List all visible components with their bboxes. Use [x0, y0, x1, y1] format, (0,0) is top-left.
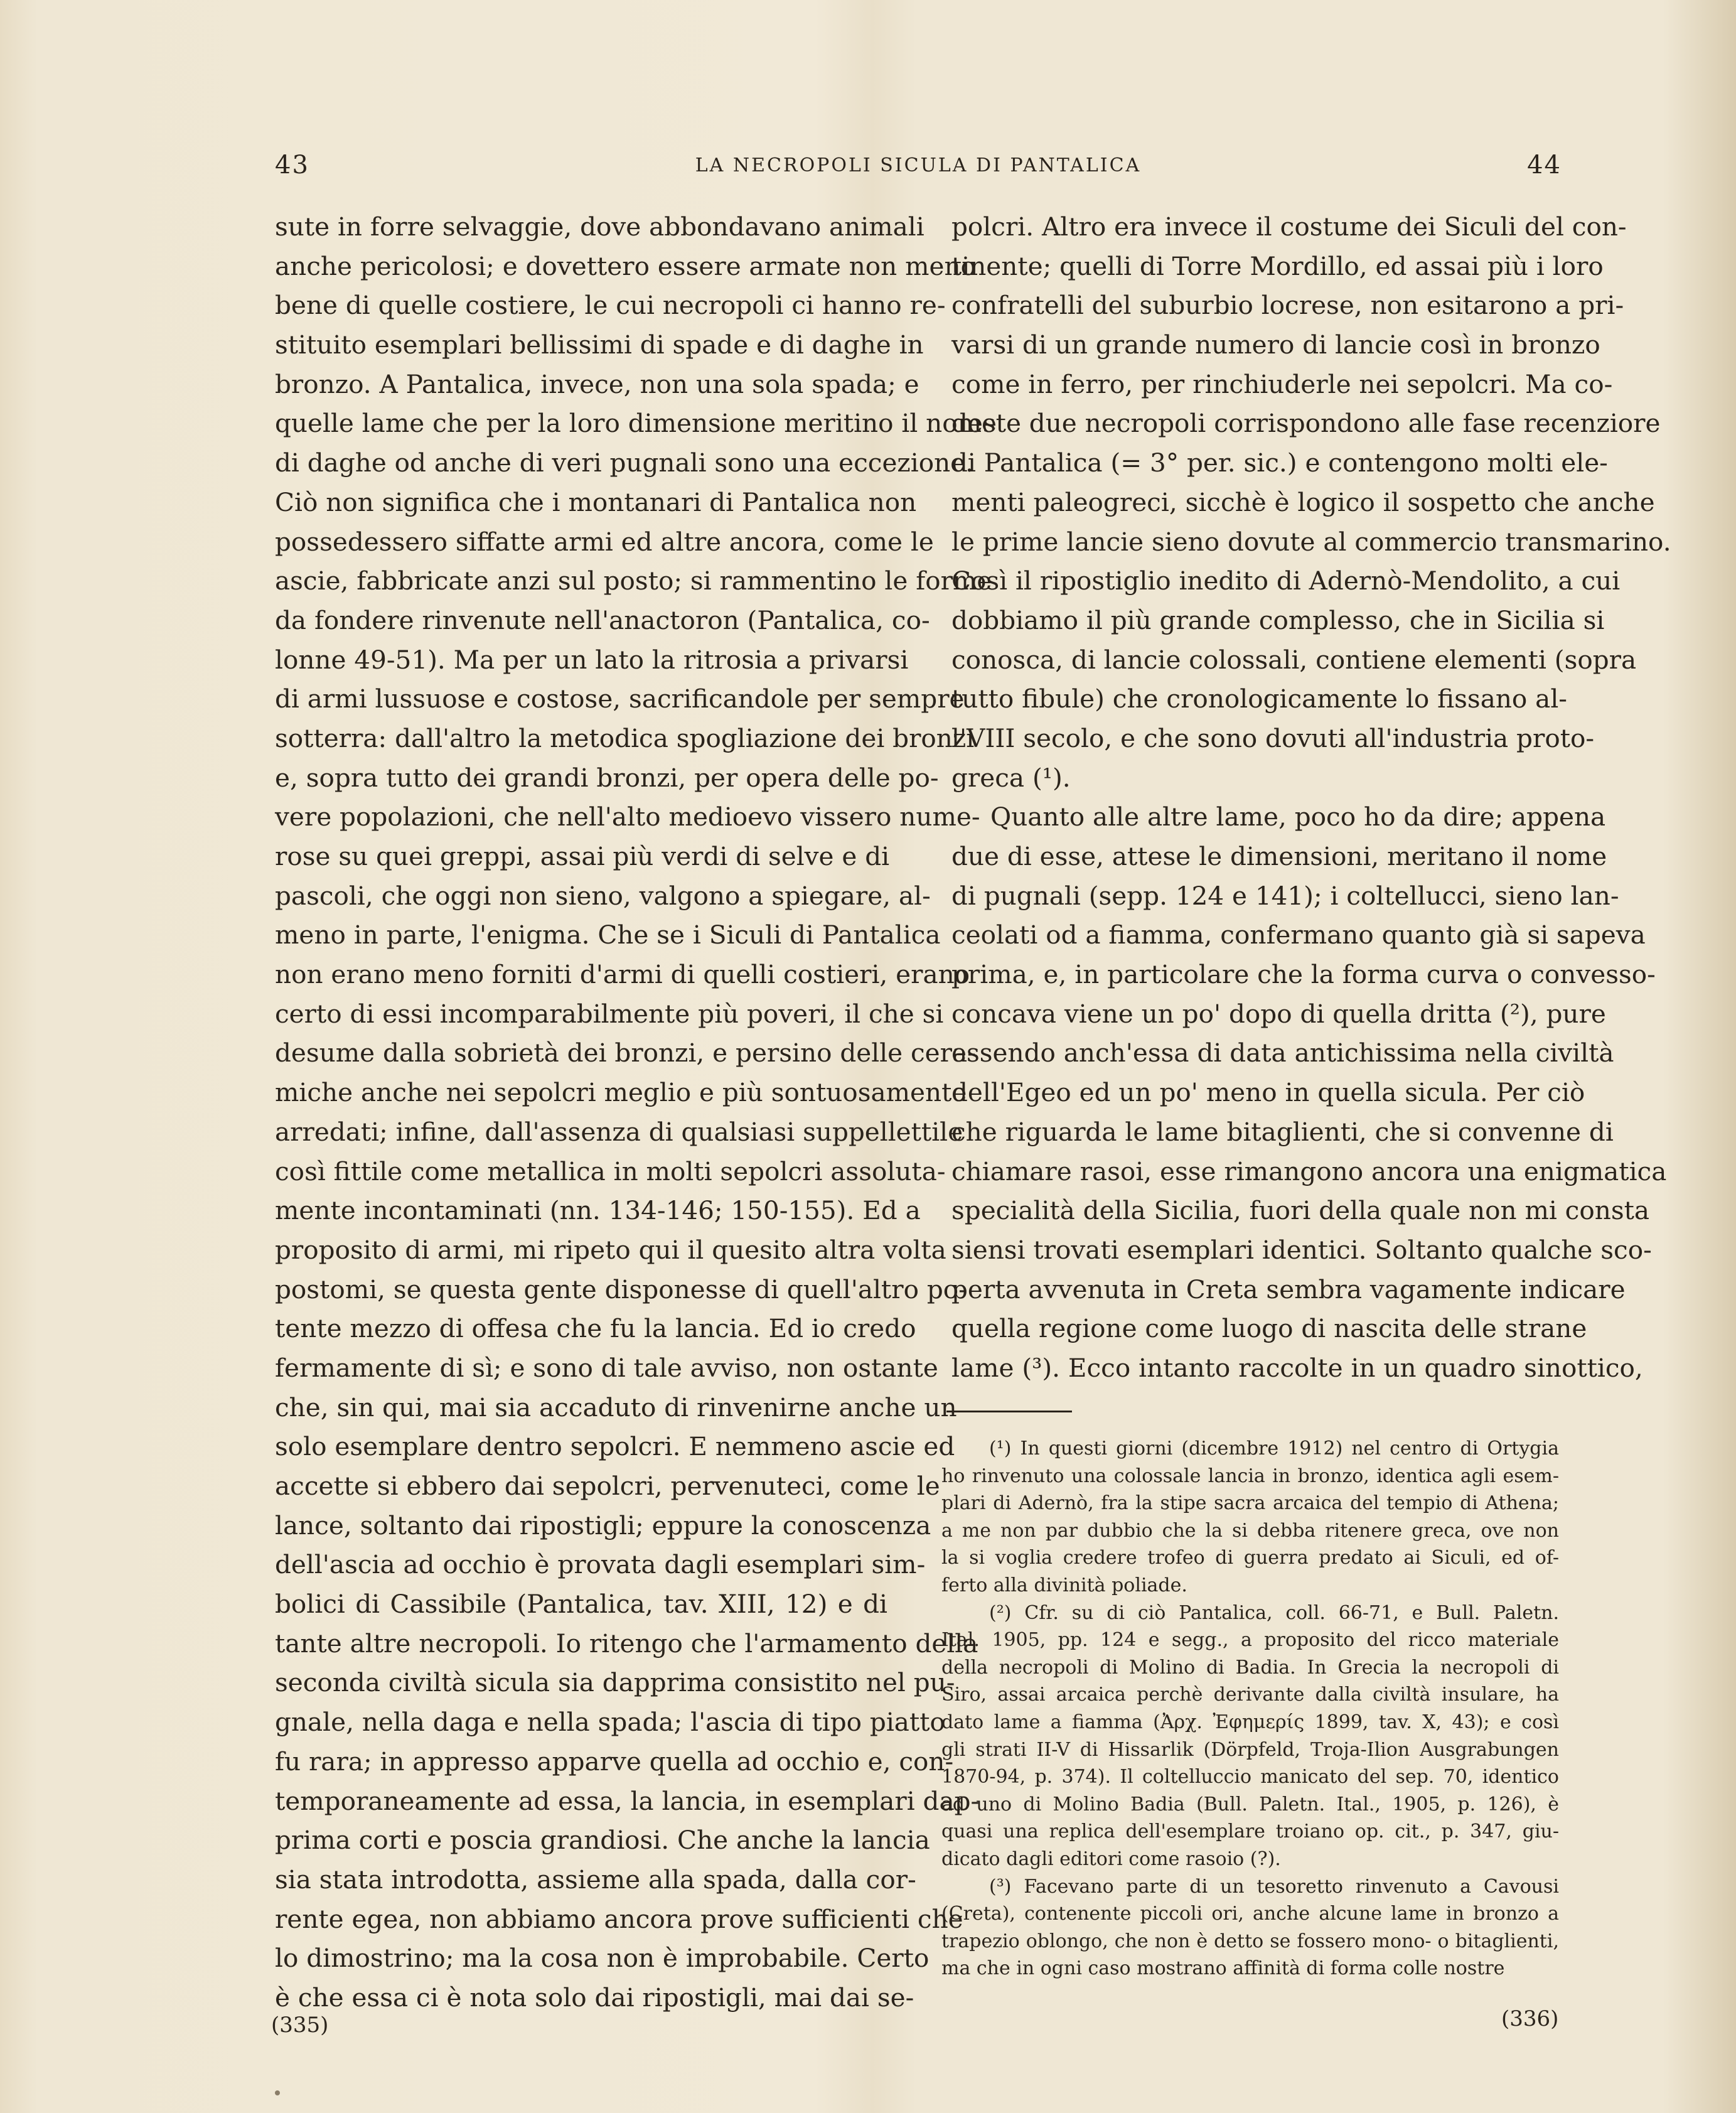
text-line: deste due necropoli corrispondono alle fase recenziore: [951, 408, 1661, 439]
text-line: certo di essi incomparabilmente più poveri, il che si: [275, 998, 944, 1029]
footnote-line: (³) Facevano parte di un tesoretto rinvenuto a Cavousi: [989, 1875, 1559, 1898]
text-line: come in ferro, per rinchiuderle nei sepolcri. Ma co-: [951, 368, 1613, 399]
text-line: lame (³). Ecco intanto raccolte in un quadro sinottico,: [951, 1352, 1643, 1383]
text-line: vere popolazioni, che nell'alto medioevo vissero nume-: [275, 802, 980, 832]
footnote-line: dicato dagli editori come rasoio (?).: [941, 1847, 1281, 1870]
text-line: tante altre necropoli. Io ritengo che l'armamento della: [275, 1628, 978, 1659]
text-line: che riguarda le lame bitaglienti, che si convenne di: [951, 1116, 1614, 1147]
page-number-left: 43: [275, 151, 309, 180]
text-line: anche pericolosi; e dovettero essere armate non meno: [275, 250, 976, 281]
text-line: bolici di Cassibile (Pantalica, tav. XIII, 12) e di: [275, 1589, 887, 1620]
text-line: lance, soltanto dai ripostigli; eppure la conoscenza: [275, 1510, 931, 1540]
text-line: solo esemplare dentro sepolcri. E nemmeno ascie ed: [275, 1431, 955, 1462]
footnote-line: a me non par dubbio che la si debba ritenere greca, ove non: [941, 1519, 1559, 1542]
text-line: l'VIII secolo, e che sono dovuti all'industria proto-: [951, 723, 1595, 753]
text-line: temporaneamente ad essa, la lancia, in esemplari dap-: [275, 1785, 980, 1816]
text-line: tutto fibule) che cronologicamente lo fissano al-: [951, 684, 1567, 714]
text-line: così fittile come metallica in molti sepolcri assoluta-: [275, 1156, 946, 1186]
text-line: Ciò non significa che i montanari di Pantalica non: [275, 487, 917, 517]
text-line: essendo anch'essa di data antichissima nella civiltà: [951, 1038, 1614, 1068]
text-line: miche anche nei sepolcri meglio e più sontuosamente: [275, 1077, 967, 1108]
text-line: confratelli del suburbio locrese, non esitarono a pri-: [951, 290, 1624, 321]
text-line: stituito esemplari bellissimi di spade e di daghe in: [275, 330, 924, 360]
text-line: dell'Egeo ed un po' meno in quella sicula. Per ciò: [951, 1077, 1585, 1108]
footnote-line: Ital. 1905, pp. 124 e segg., a proposito del ricco materiale: [941, 1629, 1559, 1652]
text-line: specialità della Sicilia, fuori della quale non mi consta: [951, 1195, 1650, 1226]
footnote-line: (²) Cfr. su di ciò Pantalica, coll. 66-71, e Bull. Paletn.: [989, 1601, 1559, 1624]
footnote-rule: [946, 1411, 1072, 1412]
text-line: sotterra: dall'altro la metodica spogliazione dei bronzi: [275, 723, 975, 753]
text-line: chiamare rasoi, esse rimangono ancora una enigmatica: [951, 1156, 1667, 1186]
text-line: greca (¹).: [951, 762, 1071, 793]
footnote-line: 1870-94, p. 374). Il coltelluccio manicato del sep. 70, identico: [941, 1766, 1559, 1788]
text-line: Così il ripostiglio inedito di Adernò-Mendolito, a cui: [951, 566, 1621, 596]
text-line: concava viene un po' dopo di quella dritta (²), pure: [951, 998, 1606, 1029]
text-line: varsi di un grande numero di lancie così in bronzo: [951, 330, 1600, 360]
text-line: prima, e, in particolare che la forma curva o convesso-: [951, 959, 1656, 990]
text-line: prima corti e poscia grandiosi. Che anche la lancia: [275, 1825, 930, 1856]
text-line: arredati; infine, dall'assenza di qualsiasi suppellettile: [275, 1116, 963, 1147]
text-line: possedessero siffatte armi ed altre ancora, come le: [275, 526, 934, 557]
text-line: Quanto alle altre lame, poco ho da dire; appena: [990, 802, 1606, 832]
left-text-column: [275, 207, 997, 2018]
text-line: quella regione come luogo di nascita delle strane: [951, 1313, 1587, 1344]
footnote-line: dato lame a fiamma (Ἀρχ. Ἐφημερίς 1899, tav. X, 43); e così: [941, 1711, 1559, 1733]
footnote-line: (¹) In questi giorni (dicembre 1912) nel centro di Ortygia: [989, 1438, 1559, 1460]
text-line: da fondere rinvenute nell'anactoron (Pantalica, co-: [275, 605, 930, 635]
text-line: gnale, nella daga e nella spada; l'ascia di tipo piatto: [275, 1707, 945, 1738]
text-line: e, sopra tutto dei grandi bronzi, per opera delle po-: [275, 762, 939, 793]
text-line: pascoli, che oggi non sieno, valgono a spiegare, al-: [275, 880, 931, 911]
right-text-column: [951, 207, 1671, 1388]
text-line: due di esse, attese le dimensioni, meritano il nome: [951, 841, 1607, 871]
text-line: dell'ascia ad occhio è provata dagli esemplari sim-: [275, 1549, 926, 1580]
text-line: rente egea, non abbiamo ancora prove sufficienti che: [275, 1903, 963, 1934]
text-line: che, sin qui, mai sia accaduto di rinvenirne anche un: [275, 1392, 957, 1422]
footnote-line: (Creta), contenente piccoli ori, anche alcune lame in bronzo a: [941, 1903, 1559, 1925]
text-line: fu rara; in appresso apparve quella ad occhio e, con-: [275, 1746, 954, 1777]
text-line: polcri. Altro era invece il costume dei Siculi del con-: [951, 212, 1627, 242]
text-line: di pugnali (sepp. 124 e 141); i coltellucci, sieno lan-: [951, 880, 1619, 911]
text-line: rose su quei greppi, assai più verdi di selve e di: [275, 841, 890, 871]
footnote-line: gli strati II-V di Hissarlik (Dörpfeld, Troja-Ilion Ausgrabungen: [941, 1738, 1559, 1761]
text-line: di daghe od anche di veri pugnali sono una eccezione.: [275, 448, 974, 478]
page-number-right: 44: [1527, 151, 1562, 180]
text-line: mente incontaminati (nn. 134-146; 150-155). Ed a: [275, 1195, 921, 1226]
footer-page-number-left: (335): [271, 2013, 329, 2038]
text-line: bronzo. A Pantalica, invece, non una sola spada; e: [275, 368, 919, 399]
text-line: le prime lancie sieno dovute al commercio transmarino.: [951, 526, 1671, 557]
text-line: di Pantalica (= 3° per. sic.) e contengono molti ele-: [951, 448, 1608, 478]
text-line: lonne 49-51). Ma per un lato la ritrosia a privarsi: [275, 644, 909, 675]
text-line: meno in parte, l'enigma. Che se i Siculi di Pantalica: [275, 920, 941, 950]
text-line: tinente; quelli di Torre Mordillo, ed assai più i loro: [951, 250, 1604, 281]
footnote-line: della necropoli di Molino di Badia. In Grecia la necropoli di: [941, 1656, 1559, 1679]
text-line: lo dimostrino; ma la cosa non è improbabile. Certo: [275, 1943, 930, 1974]
text-line: proposito di armi, mi ripeto qui il quesito altra volta: [275, 1234, 946, 1265]
footnote-line: quasi una replica dell'esemplare troiano op. cit., p. 347, giu-: [941, 1820, 1559, 1843]
text-line: fermamente di sì; e sono di tale avviso, non ostante: [275, 1352, 938, 1383]
footnote-line: plari di Adernò, fra la stipe sacra arcaica del tempio di Athena;: [941, 1492, 1559, 1515]
text-line: sute in forre selvaggie, dove abbondavano animali: [275, 212, 924, 242]
footnote-line: la si voglia credere trofeo di guerra predato ai Siculi, ed of-: [941, 1547, 1559, 1569]
text-line: quelle lame che per la loro dimensione meritino il nome: [275, 408, 997, 439]
footnote-line: ad uno di Molino Badia (Bull. Paletn. Ital., 1905, p. 126), è: [941, 1793, 1559, 1815]
footnote-line: trapezio oblongo, che non è detto se fossero mono- o bitaglienti,: [941, 1930, 1559, 1952]
running-header: [275, 151, 1562, 182]
text-line: ceolati od a fiamma, confermano quanto già si sapeva: [951, 920, 1646, 950]
text-line: è che essa ci è nota solo dai ripostigli, mai dai se-: [275, 1982, 914, 2013]
footnote-line: Siro, assai arcaica perchè derivante dalla civiltà insulare, ha: [941, 1684, 1559, 1706]
text-line: seconda civiltà sicula sia dapprima consistito nel pu-: [275, 1667, 955, 1698]
text-line: postomi, se questa gente disponesse di quell'altro po-: [275, 1274, 967, 1304]
text-line: siensi trovati esemplari identici. Soltanto qualche sco-: [951, 1234, 1652, 1265]
footnote-line: ma che in ogni caso mostrano affinità di forma colle nostre: [941, 1957, 1505, 1980]
footnotes: [941, 1435, 1559, 1982]
text-line: tente mezzo di offesa che fu la lancia. Ed io credo: [275, 1313, 916, 1344]
text-line: di armi lussuose e costose, sacrificandole per sempre: [275, 684, 965, 714]
text-line: menti paleogreci, sicchè è logico il sospetto che anche: [951, 487, 1655, 517]
print-speck: [275, 2090, 280, 2095]
text-line: bene di quelle costiere, le cui necropoli ci hanno re-: [275, 290, 946, 321]
text-line: non erano meno forniti d'armi di quelli costieri, erano: [275, 959, 970, 990]
running-title: LA NECROPOLI SICULA DI PANTALICA: [695, 154, 1142, 176]
text-line: accette si ebbero dai sepolcri, pervenuteci, come le: [275, 1471, 940, 1501]
text-line: desume dalla sobrietà dei bronzi, e persino delle cera-: [275, 1038, 976, 1068]
text-line: dobbiamo il più grande complesso, che in Sicilia si: [951, 605, 1605, 635]
text-line: ascie, fabbricate anzi sul posto; si rammentino le forme: [275, 566, 992, 596]
text-line: perta avvenuta in Creta sembra vagamente indicare: [951, 1274, 1626, 1304]
footnote-line: ferto alla divinità poliade.: [941, 1574, 1187, 1596]
footnote-line: ho rinvenuto una colossale lancia in bronzo, identica agli esem-: [941, 1465, 1559, 1487]
text-line: conosca, di lancie colossali, contiene elementi (sopra: [951, 644, 1637, 675]
footer-page-number-right: (336): [1501, 2006, 1559, 2031]
text-line: sia stata introdotta, assieme alla spada, dalla cor-: [275, 1864, 916, 1895]
